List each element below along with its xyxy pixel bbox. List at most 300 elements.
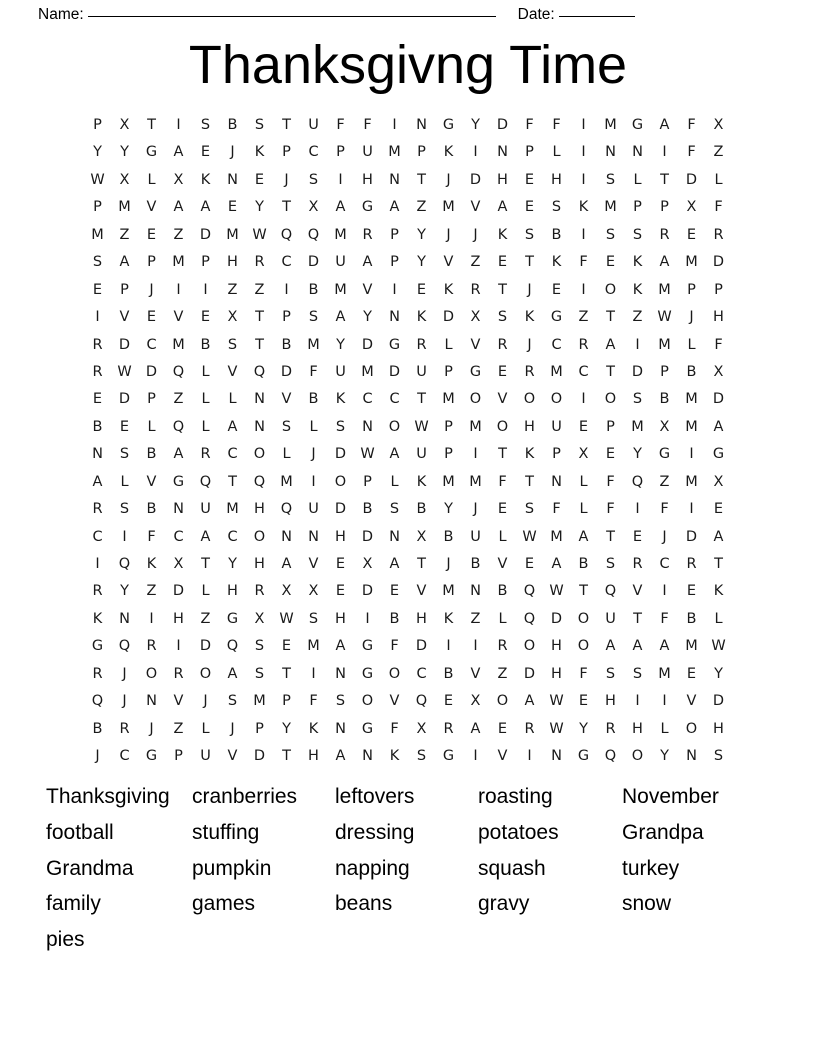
grid-cell[interactable]: O bbox=[361, 693, 374, 710]
grid-cell[interactable]: W bbox=[549, 720, 564, 737]
grid-cell[interactable]: W bbox=[360, 446, 375, 463]
grid-cell[interactable]: Y bbox=[93, 144, 102, 161]
grid-cell[interactable]: O bbox=[388, 665, 401, 682]
grid-cell[interactable]: O bbox=[388, 418, 401, 435]
grid-cell[interactable]: L bbox=[201, 363, 210, 380]
grid-cell[interactable]: M bbox=[280, 473, 293, 490]
grid-cell[interactable]: J bbox=[122, 693, 127, 710]
grid-cell[interactable]: R bbox=[497, 638, 508, 655]
grid-cell[interactable]: G bbox=[442, 117, 455, 133]
grid-cell[interactable]: Z bbox=[470, 610, 481, 627]
grid-cell[interactable]: A bbox=[200, 199, 211, 216]
grid-cell[interactable]: A bbox=[200, 528, 211, 545]
grid-cell[interactable]: D bbox=[280, 363, 293, 380]
grid-cell[interactable]: Q bbox=[523, 583, 536, 600]
grid-cell[interactable]: G bbox=[658, 446, 671, 463]
grid-cell[interactable]: R bbox=[470, 281, 481, 298]
grid-cell[interactable]: G bbox=[361, 199, 374, 216]
grid-cell[interactable]: J bbox=[149, 720, 154, 737]
grid-cell[interactable]: X bbox=[470, 693, 481, 710]
grid-cell[interactable]: Z bbox=[578, 309, 589, 326]
grid-cell[interactable]: E bbox=[389, 583, 400, 600]
word-list-item[interactable]: gravy bbox=[478, 892, 530, 916]
grid-cell[interactable]: V bbox=[146, 199, 157, 216]
grid-cell[interactable]: D bbox=[145, 363, 158, 380]
grid-cell[interactable]: R bbox=[119, 720, 130, 737]
grid-cell[interactable]: E bbox=[713, 501, 724, 518]
grid-cell[interactable]: V bbox=[443, 254, 454, 271]
grid-cell[interactable]: Y bbox=[579, 720, 588, 737]
grid-cell[interactable]: R bbox=[416, 336, 427, 353]
grid-cell[interactable]: I bbox=[176, 117, 181, 133]
grid-cell[interactable]: E bbox=[686, 583, 697, 600]
grid-cell[interactable]: A bbox=[173, 144, 184, 161]
word-list-item[interactable]: November bbox=[622, 785, 719, 808]
grid-cell[interactable]: Y bbox=[120, 583, 129, 600]
grid-cell[interactable]: U bbox=[308, 117, 319, 133]
grid-cell[interactable]: F bbox=[606, 473, 615, 490]
grid-cell[interactable]: N bbox=[551, 748, 562, 765]
grid-cell[interactable]: E bbox=[254, 171, 265, 188]
grid-cell[interactable]: P bbox=[444, 418, 453, 435]
grid-cell[interactable]: I bbox=[95, 556, 100, 572]
grid-cell[interactable]: X bbox=[119, 171, 130, 188]
grid-cell[interactable]: T bbox=[498, 446, 507, 463]
grid-cell[interactable]: H bbox=[605, 693, 616, 710]
grid-cell[interactable]: V bbox=[470, 665, 481, 682]
grid-cell[interactable]: E bbox=[497, 720, 508, 737]
grid-cell[interactable]: Z bbox=[173, 226, 184, 243]
grid-cell[interactable]: I bbox=[527, 748, 532, 765]
grid-cell[interactable]: G bbox=[577, 748, 590, 765]
grid-cell[interactable]: N bbox=[551, 473, 562, 490]
grid-cell[interactable]: D bbox=[118, 336, 131, 353]
grid-cell[interactable]: S bbox=[632, 391, 643, 408]
grid-cell[interactable]: I bbox=[122, 528, 127, 545]
grid-cell[interactable]: A bbox=[335, 638, 346, 655]
grid-cell[interactable]: K bbox=[632, 254, 643, 271]
grid-cell[interactable]: J bbox=[473, 501, 478, 518]
grid-cell[interactable]: A bbox=[227, 665, 238, 682]
grid-cell[interactable]: X bbox=[227, 309, 238, 326]
grid-cell[interactable]: L bbox=[201, 583, 210, 600]
grid-cell[interactable]: L bbox=[147, 171, 156, 188]
grid-cell[interactable]: W bbox=[657, 309, 672, 326]
grid-cell[interactable]: P bbox=[174, 748, 183, 765]
grid-cell[interactable]: O bbox=[253, 528, 266, 545]
grid-cell[interactable]: M bbox=[118, 199, 131, 216]
grid-cell[interactable]: U bbox=[470, 528, 481, 545]
grid-cell[interactable]: F bbox=[660, 501, 669, 518]
grid-cell[interactable]: T bbox=[417, 171, 426, 188]
grid-cell[interactable]: O bbox=[199, 665, 212, 682]
grid-cell[interactable]: A bbox=[497, 199, 508, 216]
grid-cell[interactable]: M bbox=[172, 254, 185, 271]
grid-cell[interactable]: F bbox=[714, 336, 723, 353]
grid-cell[interactable]: L bbox=[282, 446, 291, 463]
grid-cell[interactable]: G bbox=[361, 720, 374, 737]
grid-cell[interactable]: J bbox=[311, 446, 316, 463]
grid-cell[interactable]: A bbox=[713, 528, 724, 545]
grid-cell[interactable]: D bbox=[361, 336, 374, 353]
grid-cell[interactable]: P bbox=[390, 254, 399, 271]
grid-cell[interactable]: S bbox=[497, 309, 508, 326]
word-list-item[interactable]: turkey bbox=[622, 856, 680, 880]
grid-cell[interactable]: M bbox=[604, 199, 617, 216]
grid-cell[interactable]: G bbox=[442, 748, 455, 765]
grid-cell[interactable]: A bbox=[227, 418, 238, 435]
grid-cell[interactable]: R bbox=[200, 446, 211, 463]
grid-cell[interactable]: D bbox=[199, 226, 212, 243]
grid-cell[interactable]: T bbox=[255, 309, 264, 326]
grid-cell[interactable]: V bbox=[227, 748, 238, 765]
grid-cell[interactable]: S bbox=[119, 501, 130, 518]
grid-cell[interactable]: U bbox=[308, 501, 319, 518]
grid-cell[interactable]: H bbox=[362, 171, 373, 188]
grid-cell[interactable]: C bbox=[659, 556, 670, 572]
grid-cell[interactable]: S bbox=[200, 117, 211, 133]
date-blank-line[interactable] bbox=[559, 15, 635, 17]
grid-cell[interactable]: H bbox=[227, 583, 238, 600]
grid-cell[interactable]: Q bbox=[253, 473, 266, 490]
grid-cell[interactable]: L bbox=[498, 528, 507, 545]
grid-cell[interactable]: U bbox=[551, 418, 562, 435]
grid-cell[interactable]: M bbox=[550, 528, 563, 545]
grid-cell[interactable]: A bbox=[524, 693, 535, 710]
grid-cell[interactable]: M bbox=[685, 391, 698, 408]
grid-cell[interactable]: I bbox=[365, 610, 370, 627]
grid-cell[interactable]: E bbox=[92, 391, 103, 408]
grid-cell[interactable]: G bbox=[91, 638, 104, 655]
grid-cell[interactable]: E bbox=[146, 226, 157, 243]
grid-cell[interactable]: D bbox=[199, 638, 212, 655]
grid-cell[interactable]: G bbox=[172, 473, 185, 490]
grid-cell[interactable]: F bbox=[687, 144, 696, 161]
grid-cell[interactable]: Y bbox=[363, 309, 372, 326]
grid-cell[interactable]: F bbox=[309, 363, 318, 380]
word-list-item[interactable]: family bbox=[46, 892, 101, 916]
grid-cell[interactable]: T bbox=[606, 363, 615, 380]
grid-cell[interactable]: M bbox=[226, 501, 239, 518]
grid-cell[interactable]: T bbox=[255, 336, 264, 353]
grid-cell[interactable]: F bbox=[579, 254, 588, 271]
grid-cell[interactable]: A bbox=[119, 254, 130, 271]
grid-cell[interactable]: I bbox=[311, 473, 316, 490]
word-list-item[interactable]: squash bbox=[478, 856, 546, 880]
grid-cell[interactable]: S bbox=[632, 665, 643, 682]
grid-cell[interactable]: T bbox=[606, 309, 615, 326]
grid-cell[interactable]: C bbox=[227, 528, 238, 545]
grid-cell[interactable]: L bbox=[147, 418, 156, 435]
grid-cell[interactable]: L bbox=[660, 720, 669, 737]
grid-cell[interactable]: P bbox=[687, 281, 696, 298]
grid-cell[interactable]: B bbox=[200, 336, 211, 353]
grid-cell[interactable]: U bbox=[605, 610, 616, 627]
grid-cell[interactable]: A bbox=[578, 528, 589, 545]
grid-cell[interactable]: A bbox=[362, 254, 373, 271]
grid-cell[interactable]: Z bbox=[173, 391, 184, 408]
grid-cell[interactable]: D bbox=[712, 391, 725, 408]
grid-cell[interactable]: G bbox=[631, 117, 644, 133]
grid-cell[interactable]: Y bbox=[336, 336, 345, 353]
grid-cell[interactable]: M bbox=[442, 583, 455, 600]
word-list-item[interactable]: beans bbox=[335, 892, 393, 916]
grid-cell[interactable]: I bbox=[95, 309, 100, 326]
grid-cell[interactable]: V bbox=[146, 473, 157, 490]
grid-cell[interactable]: D bbox=[172, 583, 185, 600]
word-list-item[interactable]: stuffing bbox=[192, 820, 260, 844]
grid-cell[interactable]: G bbox=[145, 748, 158, 765]
grid-cell[interactable]: G bbox=[469, 363, 482, 380]
grid-cell[interactable]: P bbox=[390, 226, 399, 243]
grid-cell[interactable]: G bbox=[388, 336, 401, 353]
grid-cell[interactable]: V bbox=[416, 583, 427, 600]
grid-cell[interactable]: P bbox=[201, 254, 210, 271]
grid-cell[interactable]: I bbox=[473, 638, 478, 655]
grid-cell[interactable]: D bbox=[361, 583, 374, 600]
grid-cell[interactable]: H bbox=[713, 720, 724, 737]
grid-cell[interactable]: U bbox=[200, 501, 211, 518]
grid-cell[interactable]: F bbox=[552, 117, 561, 133]
grid-cell[interactable]: Y bbox=[633, 446, 642, 463]
grid-cell[interactable]: Q bbox=[280, 226, 293, 243]
grid-cell[interactable]: K bbox=[551, 254, 562, 271]
grid-cell[interactable]: K bbox=[200, 171, 211, 188]
grid-cell[interactable]: M bbox=[604, 117, 617, 133]
grid-cell[interactable]: E bbox=[686, 665, 697, 682]
grid-cell[interactable]: K bbox=[416, 309, 427, 326]
grid-cell[interactable]: K bbox=[92, 610, 103, 627]
grid-cell[interactable]: L bbox=[201, 720, 210, 737]
grid-cell[interactable]: D bbox=[253, 748, 266, 765]
grid-cell[interactable]: C bbox=[389, 391, 400, 408]
grid-cell[interactable]: C bbox=[173, 528, 184, 545]
grid-cell[interactable]: I bbox=[581, 281, 586, 298]
grid-cell[interactable]: D bbox=[307, 254, 320, 271]
grid-cell[interactable]: X bbox=[416, 720, 427, 737]
grid-cell[interactable]: D bbox=[496, 117, 509, 133]
grid-cell[interactable]: D bbox=[118, 391, 131, 408]
grid-cell[interactable]: M bbox=[685, 418, 698, 435]
grid-cell[interactable]: M bbox=[442, 391, 455, 408]
grid-cell[interactable]: F bbox=[714, 199, 723, 216]
grid-cell[interactable]: Y bbox=[714, 665, 723, 682]
grid-cell[interactable]: L bbox=[714, 610, 723, 627]
grid-cell[interactable]: H bbox=[254, 556, 265, 572]
grid-cell[interactable]: X bbox=[578, 446, 589, 463]
grid-cell[interactable]: J bbox=[122, 665, 127, 682]
grid-cell[interactable]: M bbox=[469, 418, 482, 435]
name-blank-line[interactable] bbox=[88, 15, 496, 17]
grid-cell[interactable]: D bbox=[469, 171, 482, 188]
grid-cell[interactable]: Q bbox=[118, 638, 131, 655]
grid-cell[interactable]: S bbox=[605, 556, 616, 572]
grid-cell[interactable]: O bbox=[496, 693, 509, 710]
grid-cell[interactable]: L bbox=[444, 336, 453, 353]
grid-cell[interactable]: L bbox=[228, 391, 237, 408]
grid-cell[interactable]: F bbox=[363, 117, 372, 133]
grid-cell[interactable]: F bbox=[309, 693, 318, 710]
grid-cell[interactable]: N bbox=[605, 144, 616, 161]
word-list-item[interactable]: games bbox=[192, 892, 256, 916]
grid-cell[interactable]: A bbox=[389, 556, 400, 572]
grid-cell[interactable]: P bbox=[660, 199, 669, 216]
grid-cell[interactable]: Y bbox=[471, 117, 480, 133]
grid-cell[interactable]: P bbox=[714, 281, 723, 298]
grid-cell[interactable]: L bbox=[120, 473, 129, 490]
grid-cell[interactable]: N bbox=[686, 748, 697, 765]
grid-cell[interactable]: O bbox=[550, 391, 563, 408]
grid-cell[interactable]: X bbox=[713, 117, 724, 133]
grid-cell[interactable]: H bbox=[416, 610, 427, 627]
grid-cell[interactable]: Y bbox=[417, 226, 426, 243]
grid-cell[interactable]: M bbox=[658, 281, 671, 298]
grid-cell[interactable]: I bbox=[635, 501, 640, 518]
grid-cell[interactable]: E bbox=[146, 309, 157, 326]
grid-cell[interactable]: R bbox=[659, 226, 670, 243]
grid-cell[interactable]: E bbox=[578, 693, 589, 710]
grid-cell[interactable]: F bbox=[687, 117, 696, 133]
grid-cell[interactable]: R bbox=[524, 363, 535, 380]
grid-cell[interactable]: J bbox=[230, 144, 235, 161]
grid-cell[interactable]: A bbox=[335, 309, 346, 326]
grid-cell[interactable]: T bbox=[525, 473, 534, 490]
grid-cell[interactable]: Q bbox=[415, 693, 428, 710]
grid-cell[interactable]: P bbox=[444, 363, 453, 380]
grid-cell[interactable]: J bbox=[662, 528, 667, 545]
grid-cell[interactable]: S bbox=[254, 638, 265, 655]
grid-cell[interactable]: T bbox=[147, 117, 156, 133]
grid-cell[interactable]: E bbox=[119, 418, 130, 435]
grid-cell[interactable]: B bbox=[470, 556, 481, 572]
grid-cell[interactable]: O bbox=[253, 446, 266, 463]
grid-cell[interactable]: S bbox=[524, 501, 535, 518]
grid-cell[interactable]: K bbox=[389, 748, 400, 765]
grid-cell[interactable]: I bbox=[149, 610, 154, 627]
grid-cell[interactable]: M bbox=[631, 418, 644, 435]
grid-cell[interactable]: O bbox=[469, 391, 482, 408]
grid-cell[interactable]: A bbox=[605, 336, 616, 353]
grid-cell[interactable]: R bbox=[497, 336, 508, 353]
grid-cell[interactable]: R bbox=[92, 665, 103, 682]
grid-cell[interactable]: S bbox=[281, 418, 292, 435]
grid-cell[interactable]: G bbox=[145, 144, 158, 161]
word-list-item[interactable]: Grandpa bbox=[622, 820, 704, 844]
grid-cell[interactable]: L bbox=[390, 473, 399, 490]
grid-cell[interactable]: W bbox=[711, 638, 726, 655]
grid-cell[interactable]: R bbox=[686, 556, 697, 572]
grid-cell[interactable]: X bbox=[362, 556, 373, 572]
grid-cell[interactable]: H bbox=[632, 720, 643, 737]
grid-cell[interactable]: M bbox=[685, 254, 698, 271]
grid-cell[interactable]: J bbox=[446, 226, 451, 243]
grid-cell[interactable]: F bbox=[579, 665, 588, 682]
grid-cell[interactable]: S bbox=[308, 309, 319, 326]
grid-cell[interactable]: R bbox=[92, 583, 103, 600]
grid-cell[interactable]: I bbox=[338, 171, 343, 188]
grid-cell[interactable]: I bbox=[176, 638, 181, 655]
grid-cell[interactable]: W bbox=[90, 171, 105, 188]
grid-cell[interactable]: B bbox=[443, 528, 454, 545]
grid-cell[interactable]: A bbox=[551, 556, 562, 572]
grid-cell[interactable]: N bbox=[335, 720, 346, 737]
grid-cell[interactable]: Z bbox=[254, 281, 265, 298]
grid-cell[interactable]: N bbox=[281, 528, 292, 545]
grid-cell[interactable]: R bbox=[92, 363, 103, 380]
grid-cell[interactable]: S bbox=[92, 254, 103, 271]
grid-cell[interactable]: A bbox=[659, 117, 670, 133]
grid-cell[interactable]: I bbox=[581, 144, 586, 161]
grid-cell[interactable]: S bbox=[551, 199, 562, 216]
grid-cell[interactable]: W bbox=[549, 583, 564, 600]
grid-cell[interactable]: X bbox=[659, 418, 670, 435]
grid-cell[interactable]: Q bbox=[523, 610, 536, 627]
grid-cell[interactable]: V bbox=[470, 336, 481, 353]
grid-cell[interactable]: B bbox=[146, 446, 157, 463]
grid-cell[interactable]: V bbox=[686, 693, 697, 710]
grid-cell[interactable]: N bbox=[146, 693, 157, 710]
grid-cell[interactable]: B bbox=[389, 610, 400, 627]
grid-cell[interactable]: X bbox=[416, 528, 427, 545]
grid-cell[interactable]: I bbox=[311, 665, 316, 682]
grid-cell[interactable]: X bbox=[119, 117, 130, 133]
grid-cell[interactable]: Z bbox=[416, 199, 427, 216]
word-list-item[interactable]: leftovers bbox=[335, 785, 415, 808]
grid-cell[interactable]: F bbox=[552, 501, 561, 518]
grid-cell[interactable]: D bbox=[685, 171, 698, 188]
grid-cell[interactable]: B bbox=[227, 117, 238, 133]
grid-cell[interactable]: B bbox=[497, 583, 508, 600]
grid-cell[interactable]: A bbox=[605, 638, 616, 655]
grid-cell[interactable]: T bbox=[660, 171, 669, 188]
grid-cell[interactable]: S bbox=[119, 446, 130, 463]
grid-cell[interactable]: T bbox=[606, 528, 615, 545]
grid-cell[interactable]: I bbox=[662, 583, 667, 600]
grid-cell[interactable]: B bbox=[443, 665, 454, 682]
grid-cell[interactable]: R bbox=[92, 336, 103, 353]
grid-cell[interactable]: A bbox=[281, 556, 292, 572]
grid-cell[interactable]: Q bbox=[604, 583, 617, 600]
grid-cell[interactable]: M bbox=[307, 336, 320, 353]
grid-cell[interactable]: L bbox=[552, 144, 561, 161]
grid-cell[interactable]: N bbox=[632, 144, 643, 161]
grid-cell[interactable]: P bbox=[552, 446, 561, 463]
grid-cell[interactable]: U bbox=[200, 748, 211, 765]
grid-cell[interactable]: P bbox=[255, 720, 264, 737]
grid-cell[interactable]: Z bbox=[119, 226, 130, 243]
grid-cell[interactable]: R bbox=[578, 336, 589, 353]
grid-cell[interactable]: I bbox=[581, 391, 586, 408]
grid-cell[interactable]: F bbox=[525, 117, 534, 133]
grid-cell[interactable]: O bbox=[523, 638, 536, 655]
grid-cell[interactable]: E bbox=[578, 418, 589, 435]
grid-cell[interactable]: Q bbox=[91, 693, 104, 710]
grid-cell[interactable]: H bbox=[524, 418, 535, 435]
grid-cell[interactable]: J bbox=[527, 281, 532, 298]
grid-cell[interactable]: I bbox=[473, 748, 478, 765]
grid-cell[interactable]: V bbox=[362, 281, 373, 298]
grid-cell[interactable]: B bbox=[686, 363, 697, 380]
grid-cell[interactable]: C bbox=[227, 446, 238, 463]
grid-cell[interactable]: G bbox=[361, 638, 374, 655]
grid-cell[interactable]: F bbox=[147, 528, 156, 545]
grid-cell[interactable]: E bbox=[497, 254, 508, 271]
grid-cell[interactable]: E bbox=[551, 281, 562, 298]
grid-cell[interactable]: F bbox=[660, 610, 669, 627]
grid-cell[interactable]: N bbox=[389, 171, 400, 188]
grid-cell[interactable]: Y bbox=[444, 501, 453, 518]
grid-cell[interactable]: S bbox=[389, 501, 400, 518]
